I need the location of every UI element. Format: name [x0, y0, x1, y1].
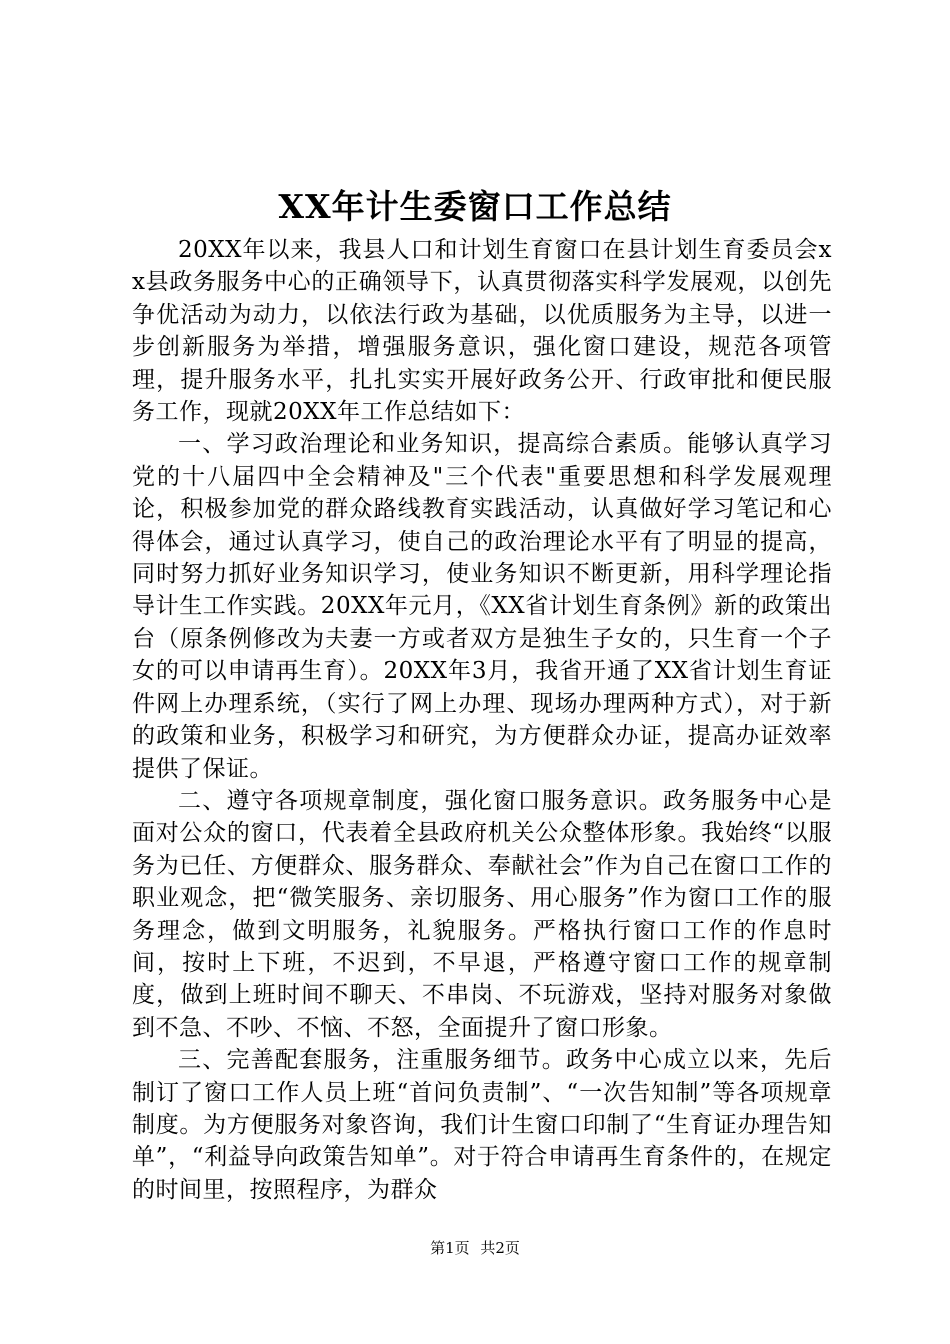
paragraph-section-3: 三、完善配套服务，注重服务细节。政务中心成立以来，先后制订了窗口工作人员上班“首问负责制”、“一次告知制”等各项规章制度。为方便服务对象咨询，我们计生窗口印制了“生育证办理告知单”，“利益导向政策告知单”。对于符合申请再生育条件的，在规定的时间里，按照程序，为群众: [132, 1047, 832, 1203]
paragraph-section-1: 一、学习政治理论和业务知识，提高综合素质。能够认真学习党的十八届四中全会精神及"三个代表"重要思想和科学发展观理论，积极参加党的群众路线教育实践活动，认真做好学习笔记和心得体会，通过认真学习，使自己的政治理论水平有了明显的提高，同时努力抓好业务知识学习，使业务知识不断更新，用科学理论指导计生工作实践。20XX年元月，《XX省计划生育条例》新的政策出台（原条例修改为夫妻一方或者双方是独生子女的，只生育一个子女的可以申请再生育）。20XX年3月，我省开通了XX省计划生育证件网上办理系统，（实行了网上办理、现场办理两种方式），对于新的政策和业务，积极学习和研究，为方便群众办证，提高办证效率提供了保证。: [132, 431, 832, 782]
document-body: [132, 234, 832, 1206]
page-footer: [0, 1238, 950, 1258]
paragraph-section-2: 二、遵守各项规章制度，强化窗口服务意识。政务服务中心是面对公众的窗口，代表着全县政府机关公众整体形象。我始终“以服务为已任、方便群众、服务群众、奉献社会”作为自己在窗口工作的职业观念，把“微笑服务、亲切服务、用心服务”作为窗口工作的服务理念，做到文明服务，礼貌服务。严格执行窗口工作的作息时间，按时上下班，不迟到，不早退，严格遵守窗口工作的规章制度，做到上班时间不聊天、不串岗、不玩游戏，坚持对服务对象做到不急、不吵、不恼、不怒，全面提升了窗口形象。: [132, 787, 832, 1041]
paragraph-intro: 20XX年以来，我县人口和计划生育窗口在县计划生育委员会xx县政务服务中心的正确领导下，认真贯彻落实科学发展观，以创先争优活动为动力，以依法行政为基础，以优质服务为主导，以进一步创新服务为举措，增强服务意识，强化窗口建设，规范各项管理，提升服务水平，扎扎实实开展好政务公开、行政审批和便民服务工作，现就20XX年工作总结如下：: [132, 237, 832, 426]
page-total: 共2页: [480, 1239, 520, 1257]
document-title: XX年计生委窗口工作总结: [278, 187, 672, 226]
page-number: 第1页: [430, 1239, 470, 1257]
